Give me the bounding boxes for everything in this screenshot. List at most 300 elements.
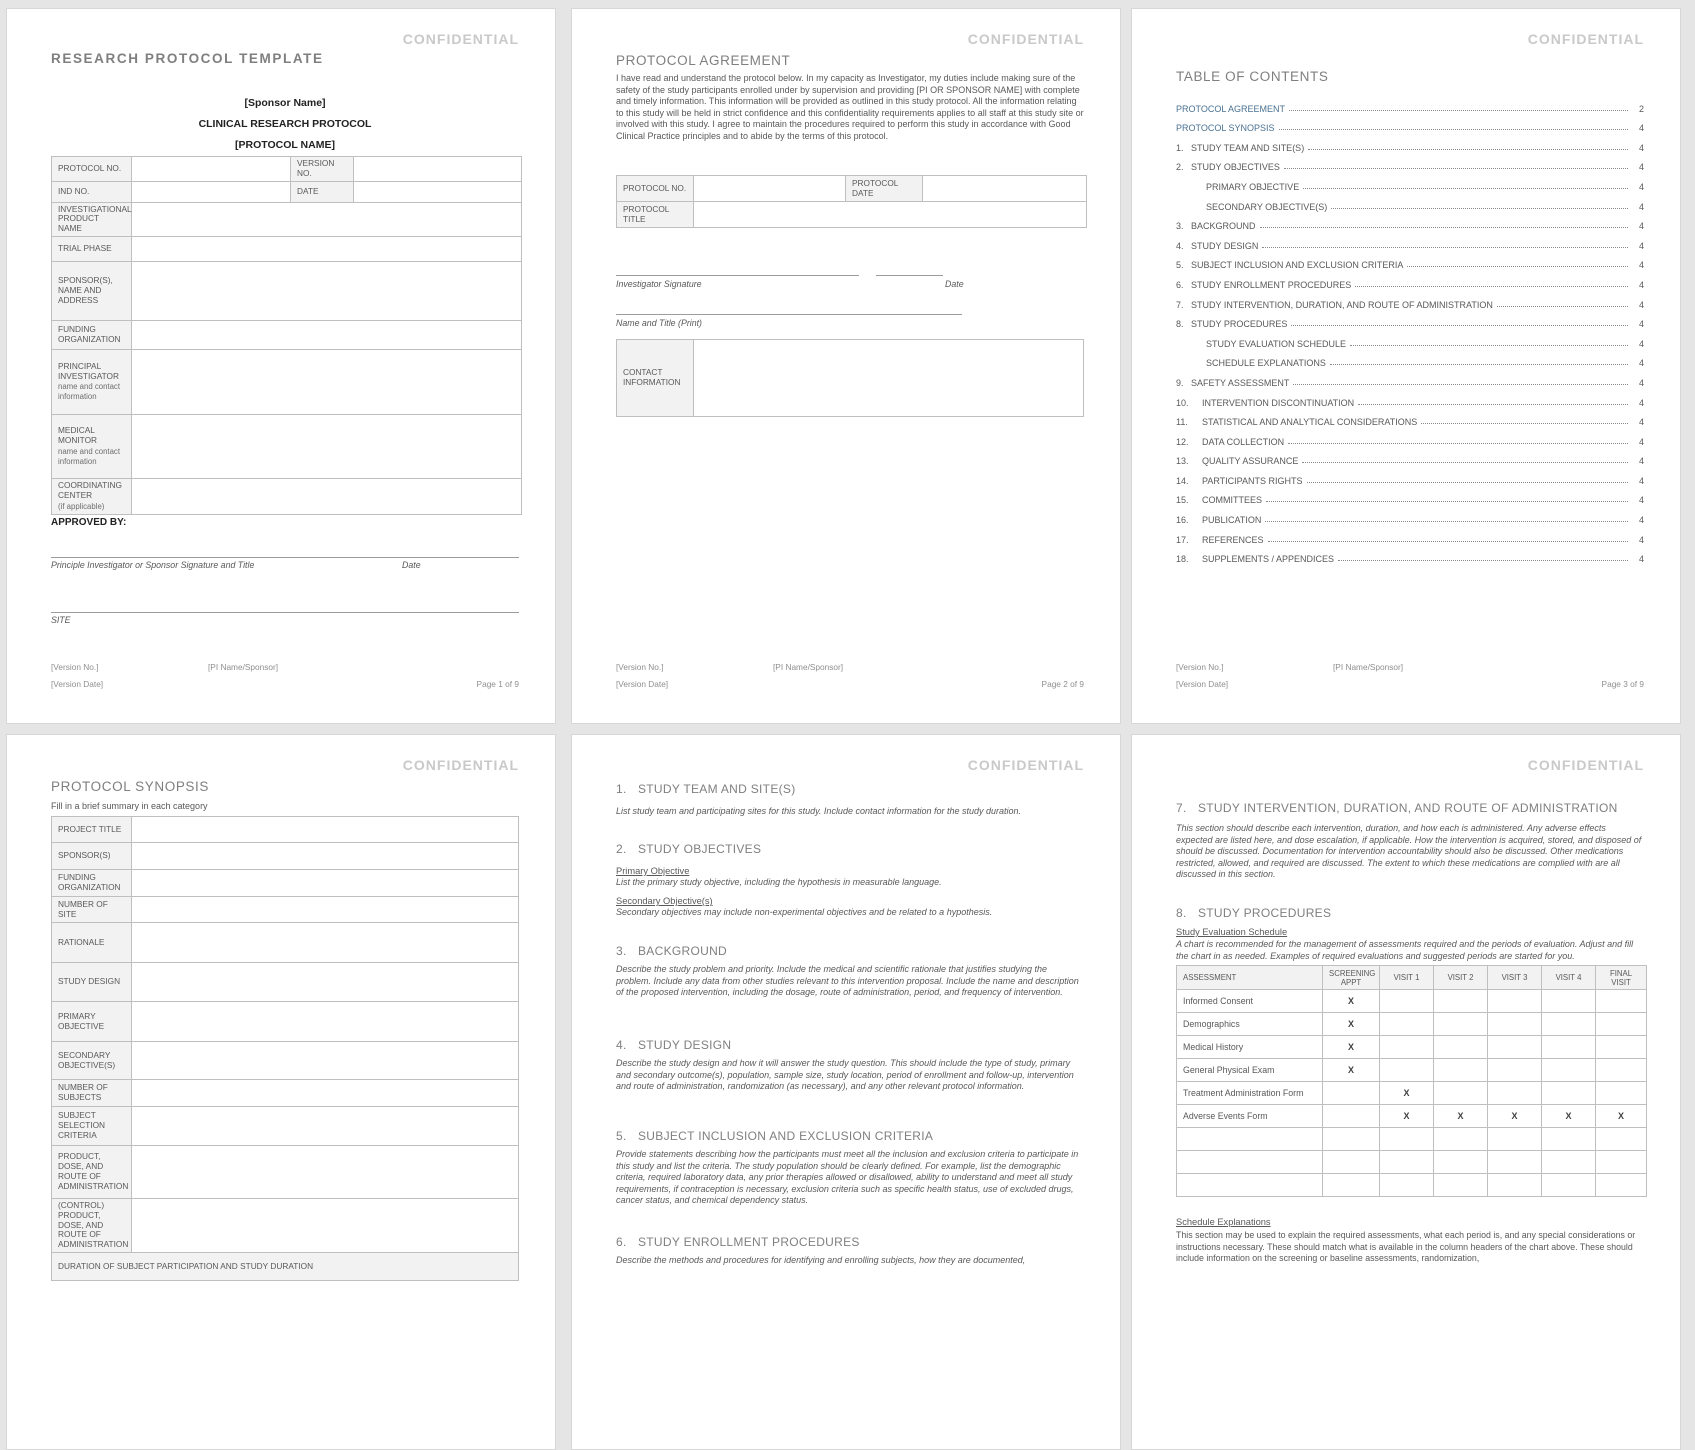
table-row <box>617 176 1087 202</box>
study-evaluation-schedule-subhead: Study Evaluation Schedule <box>1176 927 1288 937</box>
section-7-body: This section should describe each intervention, duration, and how each is administered. Any adverse effects expected are listed here, and dose escalation, if applicable. How the intervention is acquired, stored, and disposed of should be discussed. Documentation for intervention accountability should also be discussed. Other medications restricted, allowed, and required are discussed. The extent to which these medications are complied with are all discussed in this section. <box>1176 823 1642 880</box>
toc-entry[interactable] <box>1176 310 1644 330</box>
toc-entry-page: 4 <box>1638 456 1644 467</box>
synopsis-row-label: PROJECT TITLE <box>52 817 132 843</box>
toc-entry-page: 4 <box>1638 475 1644 486</box>
coordinating-center-field[interactable] <box>132 478 522 514</box>
toc-entry-label: QUALITY ASSURANCE <box>1202 456 1299 467</box>
table-row <box>52 843 519 870</box>
visit-4-cell[interactable] <box>1542 1082 1596 1105</box>
toc-entry-page: 4 <box>1638 123 1644 134</box>
assessment-cell: Medical History <box>1177 1036 1323 1059</box>
visit-2-cell[interactable]: X <box>1434 1105 1488 1128</box>
evaluation-schedule-table <box>1176 965 1647 1197</box>
visit-1-cell[interactable]: X <box>1380 1082 1434 1105</box>
visit-2-cell[interactable] <box>1434 1174 1488 1197</box>
investigational-product-field[interactable] <box>132 202 522 236</box>
toc-entry[interactable] <box>1176 505 1644 525</box>
schedule-explanations-body: This section may be used to explain the required assessments, what each period is, and any special considerations or instructions necessary. These should match what is available in the column headers of the chart above. These should include information on the screening or baseline assessments, randomization, <box>1176 1230 1636 1264</box>
toc-entry-label: INTERVENTION DISCONTINUATION <box>1202 397 1355 408</box>
section-number: 2. <box>616 842 627 856</box>
table-row <box>52 1146 519 1199</box>
sponsors-label: SPONSOR(S), NAME AND ADDRESS <box>52 261 132 320</box>
visit-2-cell[interactable] <box>1434 1036 1488 1059</box>
synopsis-row-field[interactable] <box>132 1002 519 1042</box>
assessment-cell: General Physical Exam <box>1177 1059 1323 1082</box>
toc-entry[interactable] <box>1176 408 1644 428</box>
visit-4-cell[interactable] <box>1542 1036 1596 1059</box>
ind-no-label: IND NO. <box>52 181 132 202</box>
synopsis-row-label: SECONDARY OBJECTIVE(S) <box>52 1042 132 1080</box>
contact-info-table <box>616 339 1084 417</box>
toc-leader-dots <box>1268 541 1628 542</box>
visit-2-cell[interactable] <box>1434 1013 1488 1036</box>
contact-info-label: CONTACT INFORMATION <box>617 340 694 417</box>
visit-3-cell[interactable] <box>1488 1036 1542 1059</box>
toc-entry[interactable] <box>1176 525 1644 545</box>
toc-entry-page: 4 <box>1638 436 1644 447</box>
protocol-title-label: PROTOCOL TITLE <box>617 202 694 228</box>
toc-entry[interactable] <box>1176 270 1644 290</box>
toc-entry[interactable] <box>1176 192 1644 212</box>
toc-entry[interactable] <box>1176 172 1644 192</box>
assessment-cell <box>1177 1128 1323 1151</box>
toc-entry-page: 4 <box>1638 338 1644 349</box>
synopsis-row-field[interactable] <box>132 870 519 897</box>
final-visit-cell[interactable]: X <box>1596 1105 1647 1128</box>
schedule-row <box>1177 1059 1647 1082</box>
ind-no-field[interactable] <box>132 181 291 202</box>
visit-3-cell[interactable] <box>1488 1174 1542 1197</box>
toc-entry-page: 4 <box>1638 417 1644 428</box>
toc-entry[interactable] <box>1176 388 1644 408</box>
toc-entry-number: 9. <box>1176 377 1184 388</box>
medical-monitor-subtext: name and contact information <box>58 446 120 466</box>
toc-entry-number: 13. <box>1176 456 1189 467</box>
table-row <box>52 181 522 202</box>
final-visit-cell[interactable] <box>1596 1151 1647 1174</box>
assessment-cell <box>1177 1151 1323 1174</box>
toc-entry-label: STUDY OBJECTIVES <box>1191 162 1280 173</box>
toc-entry[interactable] <box>1176 466 1644 486</box>
confidential-watermark: CONFIDENTIAL <box>402 757 519 773</box>
final-visit-cell[interactable] <box>1596 1174 1647 1197</box>
synopsis-row-label: (CONTROL) PRODUCT, DOSE, AND ROUTE OF ADMINISTRATION <box>52 1199 132 1253</box>
synopsis-row-field[interactable] <box>132 963 519 1002</box>
synopsis-row-label: NUMBER OF SITE <box>52 897 132 923</box>
page-3-table-of-contents <box>1131 8 1681 724</box>
toc-entry-number: 2. <box>1176 162 1184 173</box>
section-number: 8. <box>1176 906 1187 920</box>
schedule-row <box>1177 1105 1647 1128</box>
sponsors-field[interactable] <box>132 261 522 320</box>
visit-4-cell[interactable] <box>1542 1128 1596 1151</box>
visit-1-cell[interactable] <box>1380 1036 1434 1059</box>
section-8-heading <box>1176 906 1644 920</box>
table-row <box>52 414 522 478</box>
final-visit-cell[interactable] <box>1596 990 1647 1013</box>
sponsor-name-line: [Sponsor Name] <box>244 97 326 109</box>
synopsis-row-label: PRIMARY OBJECTIVE <box>52 1002 132 1042</box>
protocol-date-label: PROTOCOL DATE <box>846 176 923 202</box>
screening-cell[interactable] <box>1323 1128 1380 1151</box>
section-4-body: Describe the study design and how it will answer the study question. This should include the type of study, primary and secondary outcome(s), population, sample size, study location, period of enrollment and follow-up, intervention and route of administration, randomization (as necessary), and any other relevant protocol information. <box>616 1058 1074 1092</box>
toc-entry-page: 4 <box>1638 260 1644 271</box>
toc-entry-label: SCHEDULE EXPLANATIONS <box>1206 358 1326 369</box>
section-number: 3. <box>616 944 627 958</box>
signature-caption: Principle Investigator or Sponsor Signature and Title <box>51 560 255 570</box>
visit-2-cell[interactable] <box>1434 1151 1488 1174</box>
footer-version-no: [Version No.] <box>51 662 99 672</box>
protocol-no-field[interactable] <box>132 157 291 182</box>
table-row <box>52 478 522 514</box>
visit-1-cell[interactable] <box>1380 1013 1434 1036</box>
date-signature-line <box>876 275 943 276</box>
visit-1-cell[interactable]: X <box>1380 1105 1434 1128</box>
toc-entry-number: 7. <box>1176 299 1184 310</box>
screening-cell[interactable]: X <box>1323 1059 1380 1082</box>
table-row <box>52 963 519 1002</box>
visit-1-cell[interactable] <box>1380 1128 1434 1151</box>
table-row <box>52 157 522 182</box>
footer-row <box>51 676 519 693</box>
toc-entry-label: SUPPLEMENTS / APPENDICES <box>1202 554 1335 565</box>
section-heading: TABLE OF CONTENTS <box>1176 69 1329 84</box>
synopsis-row-label: SPONSOR(S) <box>52 843 132 870</box>
final-visit-header: FINAL VISIT <box>1596 966 1647 990</box>
toc-entry[interactable] <box>1176 94 1644 114</box>
section-7-heading <box>1176 801 1644 815</box>
screening-cell[interactable] <box>1323 1082 1380 1105</box>
toc-entry-page: 4 <box>1638 534 1644 545</box>
protocol-id-table <box>616 175 1087 228</box>
approved-by-label: APPROVED BY: <box>51 517 127 528</box>
toc-leader-dots <box>1358 404 1628 405</box>
synopsis-row-label: FUNDING ORGANIZATION <box>52 870 132 897</box>
footer-version-date: [Version Date] <box>1176 679 1229 689</box>
schedule-row <box>1177 1174 1647 1197</box>
protocol-title-field[interactable] <box>694 202 1087 228</box>
table-row <box>52 349 522 414</box>
visit-3-header: VISIT 3 <box>1488 966 1542 990</box>
toc-leader-dots <box>1497 306 1628 307</box>
synopsis-row-field[interactable] <box>132 1042 519 1080</box>
section-4-heading <box>616 1038 1084 1052</box>
toc-entry[interactable] <box>1176 368 1644 388</box>
toc-leader-dots <box>1330 364 1628 365</box>
schedule-row <box>1177 1151 1647 1174</box>
toc-entry[interactable] <box>1176 447 1644 467</box>
screening-cell[interactable]: X <box>1323 1013 1380 1036</box>
assessment-cell: Treatment Administration Form <box>1177 1082 1323 1105</box>
schedule-row <box>1177 1128 1647 1151</box>
toc-entry[interactable] <box>1176 153 1644 173</box>
synopsis-row-field[interactable] <box>132 897 519 923</box>
toc-entry[interactable] <box>1176 290 1644 310</box>
contact-table-wrap <box>616 339 1084 417</box>
synopsis-row-field[interactable] <box>132 817 519 843</box>
toc-entry-label: SAFETY ASSESSMENT <box>1191 377 1290 388</box>
visit-1-cell[interactable] <box>1380 1059 1434 1082</box>
confidential-watermark: CONFIDENTIAL <box>967 31 1084 47</box>
final-visit-cell[interactable] <box>1596 1059 1647 1082</box>
synopsis-rows <box>52 817 519 1253</box>
toc-leader-dots <box>1279 129 1628 130</box>
assessment-header: ASSESSMENT <box>1177 966 1323 990</box>
toc-entry[interactable] <box>1176 133 1644 153</box>
section-1-body: List study team and participating sites for this study. Include contact information for the study duration. <box>616 806 1022 816</box>
protocol-id-table-wrap <box>616 175 1084 228</box>
table-row <box>52 817 519 843</box>
section-2-heading <box>616 842 1084 856</box>
toc-entry[interactable] <box>1176 212 1644 232</box>
protocol-date-field[interactable] <box>923 176 1087 202</box>
final-visit-cell[interactable] <box>1596 1036 1647 1059</box>
toc-leader-dots <box>1308 149 1628 150</box>
coordinating-center-label <box>52 478 132 514</box>
visit-2-cell[interactable] <box>1434 1082 1488 1105</box>
trial-phase-label: TRIAL PHASE <box>52 236 132 261</box>
primary-objective-subhead: Primary Objective <box>616 866 690 876</box>
page-5-sections-1-6 <box>571 734 1121 1450</box>
synopsis-table-wrap <box>51 816 519 1281</box>
toc-entry[interactable] <box>1176 251 1644 271</box>
section-title: STUDY INTERVENTION, DURATION, AND ROUTE OF ADMINISTRATION <box>1198 801 1618 815</box>
table-row <box>617 202 1087 228</box>
table-row <box>52 1252 519 1280</box>
page-2-protocol-agreement <box>571 8 1121 724</box>
assessment-cell <box>1177 1174 1323 1197</box>
clinical-protocol-line: CLINICAL RESEARCH PROTOCOL <box>198 118 372 130</box>
synopsis-row-field[interactable] <box>132 843 519 870</box>
toc-entry-label: STUDY EVALUATION SCHEDULE <box>1206 338 1347 349</box>
version-no-label: VERSION NO. <box>291 157 354 182</box>
visit-1-header: VISIT 1 <box>1380 966 1434 990</box>
final-visit-cell[interactable] <box>1596 1013 1647 1036</box>
section-5-heading <box>616 1129 1084 1143</box>
toc-leader-dots <box>1355 286 1628 287</box>
toc-entry-page: 4 <box>1638 181 1644 192</box>
visit-4-cell[interactable] <box>1542 990 1596 1013</box>
table-row <box>52 261 522 320</box>
section-title: STUDY OBJECTIVES <box>638 842 762 856</box>
synopsis-row-field[interactable] <box>132 923 519 963</box>
site-line <box>51 612 519 613</box>
cover-info-table <box>51 156 522 515</box>
principal-investigator-field[interactable] <box>132 349 522 414</box>
visit-1-cell[interactable] <box>1380 1174 1434 1197</box>
synopsis-row-label: SUBJECT SELECTION CRITERIA <box>52 1107 132 1146</box>
toc-entry-label: COMMITTEES <box>1202 495 1262 506</box>
visit-2-cell[interactable] <box>1434 1059 1488 1082</box>
screening-cell[interactable] <box>1323 1105 1380 1128</box>
toc-entry-label: STUDY TEAM AND SITE(S) <box>1191 142 1305 153</box>
visit-4-header: VISIT 4 <box>1542 966 1596 990</box>
coordinating-center-subtext: (if applicable) <box>58 501 105 511</box>
protocol-no-field[interactable] <box>694 176 846 202</box>
visit-2-header: VISIT 2 <box>1434 966 1488 990</box>
confidential-watermark: CONFIDENTIAL <box>1527 757 1644 773</box>
toc-entry[interactable] <box>1176 329 1644 349</box>
visit-3-cell[interactable] <box>1488 1082 1542 1105</box>
toc-entry-number: 14. <box>1176 475 1189 486</box>
toc-entry-number: 8. <box>1176 319 1184 330</box>
visit-4-cell[interactable] <box>1542 1151 1596 1174</box>
synopsis-row-field[interactable] <box>132 1107 519 1146</box>
toc-leader-dots <box>1293 384 1628 385</box>
secondary-objective-subhead: Secondary Objective(s) <box>616 896 713 906</box>
footer-page-number: Page 1 of 9 <box>476 679 519 689</box>
table-row <box>52 202 522 236</box>
date-caption: Date <box>402 560 421 570</box>
visit-4-cell[interactable] <box>1542 1174 1596 1197</box>
visit-1-cell[interactable] <box>1380 990 1434 1013</box>
date-field[interactable] <box>354 181 522 202</box>
toc-leader-dots <box>1407 266 1628 267</box>
medical-monitor-text: MEDICAL MONITOR <box>58 425 98 446</box>
synopsis-table <box>51 816 519 1281</box>
toc-leader-dots <box>1421 423 1628 424</box>
toc-leader-dots <box>1266 501 1628 502</box>
visit-3-cell[interactable] <box>1488 1128 1542 1151</box>
schedule-rows <box>1177 990 1647 1197</box>
toc-entry-number: 1. <box>1176 142 1184 153</box>
date-label: DATE <box>291 181 354 202</box>
section-title: STUDY DESIGN <box>638 1038 732 1052</box>
funding-org-field[interactable] <box>132 320 522 349</box>
toc-leader-dots <box>1262 247 1628 248</box>
visit-3-cell[interactable] <box>1488 1013 1542 1036</box>
toc-entry[interactable] <box>1176 114 1644 134</box>
toc-entry-page: 4 <box>1638 515 1644 526</box>
schedule-row <box>1177 990 1647 1013</box>
toc-leader-dots <box>1265 521 1628 522</box>
assessment-cell: Adverse Events Form <box>1177 1105 1323 1128</box>
toc-entry-number: 3. <box>1176 221 1184 232</box>
section-number: 7. <box>1176 801 1187 815</box>
toc-entry-label: BACKGROUND <box>1191 221 1256 232</box>
table-row <box>52 1002 519 1042</box>
medical-monitor-label <box>52 414 132 478</box>
visit-3-cell[interactable] <box>1488 1151 1542 1174</box>
visit-3-cell[interactable] <box>1488 1059 1542 1082</box>
toc-entry[interactable] <box>1176 486 1644 506</box>
visit-2-cell[interactable] <box>1434 990 1488 1013</box>
toc-entry[interactable] <box>1176 545 1644 565</box>
footer-row <box>1176 676 1644 693</box>
section-3-body: Describe the study problem and priority. Include the medical and scientific rationale that justifies studying the problem. Include any data from other studies relevant to this intervention proposal. Include the name and description of the proposed intervention, including the dosage, route of administration, period, and frequency of intervention. <box>616 964 1079 998</box>
section-3-heading <box>616 944 1084 958</box>
toc-leader-dots <box>1291 325 1628 326</box>
visit-2-cell[interactable] <box>1434 1128 1488 1151</box>
contact-info-field[interactable] <box>694 340 1084 417</box>
toc-entry-number: 17. <box>1176 534 1189 545</box>
toc-list <box>1176 94 1644 564</box>
toc-leader-dots <box>1331 208 1628 209</box>
table-row <box>52 1080 519 1107</box>
visit-4-cell[interactable] <box>1542 1059 1596 1082</box>
synopsis-row-field[interactable] <box>132 1146 519 1199</box>
name-title-line <box>616 314 962 315</box>
section-6-body: Describe the methods and procedures for identifying and enrolling subjects, how they are documented, <box>616 1255 1026 1265</box>
assessment-cell: Demographics <box>1177 1013 1323 1036</box>
toc-entry[interactable] <box>1176 231 1644 251</box>
toc-entry-label: STUDY ENROLLMENT PROCEDURES <box>1191 279 1352 290</box>
date-caption: Date <box>945 279 964 289</box>
toc-leader-dots <box>1288 443 1628 444</box>
visit-4-cell[interactable] <box>1542 1013 1596 1036</box>
screening-cell[interactable] <box>1323 1151 1380 1174</box>
table-row <box>52 1042 519 1080</box>
toc-leader-dots <box>1302 462 1628 463</box>
visit-1-cell[interactable] <box>1380 1151 1434 1174</box>
footer-pi-name: [PI Name/Sponsor] <box>1333 662 1404 672</box>
toc-entry[interactable] <box>1176 349 1644 369</box>
section-title: STUDY PROCEDURES <box>1198 906 1332 920</box>
final-visit-cell[interactable] <box>1596 1082 1647 1105</box>
section-title: STUDY TEAM AND SITE(S) <box>638 782 796 796</box>
toc-entry-page: 4 <box>1638 240 1644 251</box>
toc-entry-number: 5. <box>1176 260 1184 271</box>
screening-cell[interactable]: X <box>1323 1036 1380 1059</box>
screening-cell[interactable]: X <box>1323 990 1380 1013</box>
final-visit-cell[interactable] <box>1596 1128 1647 1151</box>
trial-phase-field[interactable] <box>132 236 522 261</box>
visit-4-cell[interactable]: X <box>1542 1105 1596 1128</box>
footer-row <box>616 676 1084 693</box>
toc-entry-page: 4 <box>1638 279 1644 290</box>
toc-entry-label: DATA COLLECTION <box>1202 436 1285 447</box>
secondary-objective-body: Secondary objectives may include non-experimental objectives and be related to a hypothesis. <box>616 907 993 917</box>
page-footer <box>51 659 519 693</box>
table-row <box>52 1107 519 1146</box>
toc-entry-label: SECONDARY OBJECTIVE(S) <box>1206 201 1328 212</box>
toc-entry-label: STATISTICAL AND ANALYTICAL CONSIDERATIONS <box>1202 417 1418 428</box>
section-1-heading <box>616 782 1084 796</box>
section-number: 5. <box>616 1129 627 1143</box>
synopsis-instruction: Fill in a brief summary in each category <box>51 801 208 811</box>
synopsis-row-field[interactable] <box>132 1199 519 1253</box>
toc-entry-page: 4 <box>1638 162 1644 173</box>
protocol-name-line: [PROTOCOL NAME] <box>235 139 335 151</box>
toc-entry-page: 4 <box>1638 142 1644 153</box>
toc-entry-label: PRIMARY OBJECTIVE <box>1206 181 1300 192</box>
principal-investigator-text: PRINCIPAL INVESTIGATOR <box>58 360 120 381</box>
evaluation-schedule-table-wrap <box>1176 965 1644 1197</box>
medical-monitor-field[interactable] <box>132 414 522 478</box>
visit-3-cell[interactable] <box>1488 990 1542 1013</box>
synopsis-row-field[interactable] <box>132 1080 519 1107</box>
protocol-no-label: PROTOCOL NO. <box>52 157 132 182</box>
toc-entry-page: 4 <box>1638 221 1644 232</box>
footer-page-number: Page 3 of 9 <box>1601 679 1644 689</box>
version-no-field[interactable] <box>354 157 522 182</box>
screening-cell[interactable] <box>1323 1174 1380 1197</box>
toc-entry[interactable] <box>1176 427 1644 447</box>
section-heading: PROTOCOL AGREEMENT <box>616 53 791 68</box>
synopsis-row-label: PRODUCT, DOSE, AND ROUTE OF ADMINISTRATION <box>52 1146 132 1199</box>
section-number: 1. <box>616 782 627 796</box>
toc-entry-page: 4 <box>1638 377 1644 388</box>
page-1-cover <box>6 8 556 724</box>
toc-entry-label: STUDY PROCEDURES <box>1191 319 1288 330</box>
visit-3-cell[interactable]: X <box>1488 1105 1542 1128</box>
toc-entry-page: 4 <box>1638 554 1644 565</box>
cover-info-table-wrap <box>51 156 519 515</box>
cover-title-block <box>51 93 519 156</box>
investigational-product-label: INVESTIGATIONAL PRODUCT NAME <box>52 202 132 236</box>
agreement-paragraph: I have read and understand the protocol below. In my capacity as Investigator, my duties include making sure of the safety of the study participants enrolled under by supervision and providing [PI OR SPONSOR NAME] with complete and timely information. This information will be provided as outlined in this study protocol. All the information relating to this study will be held in strict confidence and this confidentiality requirements applies to all staff at this study site or involved with this study. I agree to maintain the procedures required to perform this study in accordance with Good Clinical Practice principles and to abide by the terms of this protocol. <box>616 73 1084 141</box>
